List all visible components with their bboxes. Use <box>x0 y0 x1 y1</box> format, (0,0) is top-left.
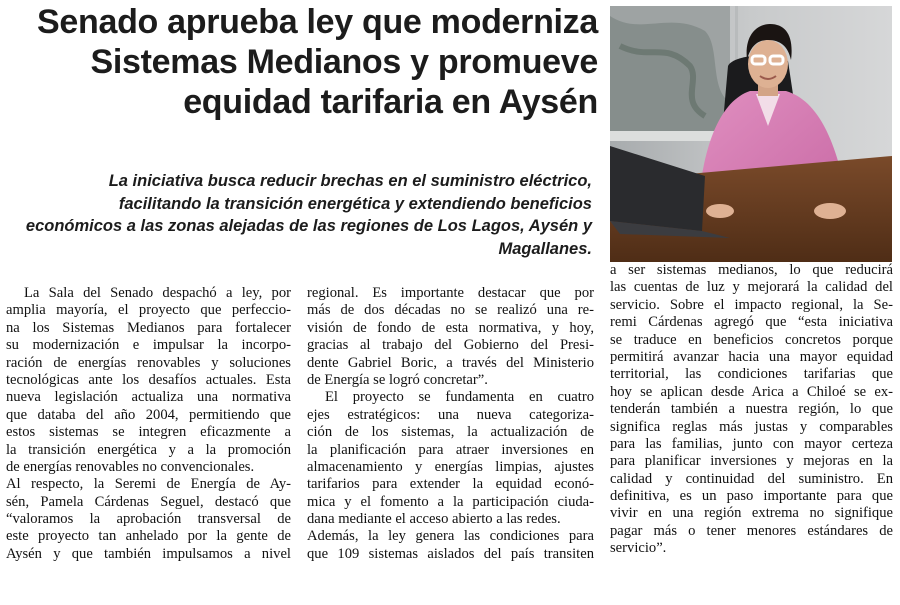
body-line: vivir en una región extrema no signifique <box>610 505 893 522</box>
body-line: se traduce en beneficios concretos porque <box>610 331 893 348</box>
body-line: ción de los sistemas, la actualización de <box>307 424 594 441</box>
article-headline <box>8 2 598 122</box>
subtitle-line: económicos a las zonas alejadas de las regiones de Los Lagos, Aysén y <box>25 217 592 235</box>
body-line: para las familias, junto con mayor certeza <box>610 435 893 452</box>
body-line: territorial, las condiciones tarifarias que <box>610 366 893 383</box>
subtitle-line: Magallanes. <box>498 239 592 258</box>
body-line: ración de energías renovables y soluciones <box>6 354 291 371</box>
body-line: visión de fondo de esta normativa, y hoy, <box>307 319 594 336</box>
seremi-photo <box>610 6 892 262</box>
body-line: tarifarios para extender la equidad econó- <box>307 476 594 493</box>
body-line: que databa del año 2004, permitiendo que <box>6 406 291 423</box>
body-line: Aysén y que también impulsamos a nivel <box>6 545 291 562</box>
article-column-3 <box>610 262 893 558</box>
body-line: regional. Es importante destacar que por <box>307 285 594 301</box>
body-line: que 109 sistemas aislados del país transiten <box>307 545 594 562</box>
body-line: La Sala del Senado despachó a ley, por <box>24 285 291 301</box>
subtitle-line: La iniciativa busca reducir brechas en el suministro eléctrico, <box>108 172 592 190</box>
article-column-2 <box>307 285 594 563</box>
body-line: tecnológicas ante los desafíos actuales. Esta <box>6 371 291 388</box>
body-line: ejes estratégicos: una nueva categoriza- <box>307 406 594 423</box>
body-line: su modernización e impulsar la incorpo- <box>6 337 291 354</box>
body-line: sén, Pamela Cárdenas Seguel, destacó que <box>6 493 291 510</box>
article-column-1 <box>6 285 291 563</box>
headline-line: equidad tarifaria en Aysén <box>183 83 598 121</box>
body-line: a ser sistemas medianos, lo que reducirá <box>610 262 893 278</box>
body-line: dente Gabriel Boric, a través del Ministerio <box>307 354 594 371</box>
body-line: mica y el fomento a la participación ciuda- <box>307 493 594 510</box>
photo-illustration <box>610 6 892 262</box>
body-line: almacenamiento y energías limpias, ajustes <box>307 458 594 475</box>
body-line: El proyecto se fundamenta en cuatro <box>325 389 594 406</box>
body-line: Además, la ley genera las condiciones para <box>307 528 594 545</box>
article-subtitle <box>10 170 592 260</box>
body-line: de energías renovables no convencionales. <box>6 458 255 475</box>
body-line: la transición energética y a la promoción <box>6 441 291 458</box>
body-line: significa reglas más justas y comparables <box>610 418 893 435</box>
body-line: dana mediante el acceso abierto a las redes. <box>307 511 561 528</box>
body-line: “valoramos la aprobación transversal de <box>6 511 291 528</box>
body-line: calidad y continuidad del suministro. En <box>610 470 893 487</box>
body-line: amplia mayoría, el proyecto que perfeccio- <box>6 302 291 319</box>
body-line: nueva legislación actualiza una normativa <box>6 389 291 406</box>
headline-line: Senado aprueba ley que moderniza <box>37 3 598 41</box>
body-line: Al respecto, la Seremi de Energía de Ay- <box>6 476 291 493</box>
body-line: la planificación para atraer inversiones en <box>307 441 594 458</box>
body-line: servicio”. <box>610 540 667 557</box>
subtitle-line: facilitando la transición energética y extendiendo beneficios <box>118 194 592 213</box>
body-line: hoy se aplican desde Arica a Chiloé se ex- <box>610 383 893 400</box>
body-line: de Energía se logró concretar”. <box>307 371 488 388</box>
body-line: para planificar inversiones y mejoras en la <box>610 453 893 470</box>
body-line: permitirá avanzar hacia una mayor equidad <box>610 348 893 365</box>
body-line: na los Sistemas Medianos para fortalecer <box>6 319 291 336</box>
body-line: más de dos décadas no se realizó una re- <box>307 302 594 319</box>
body-line: estos sistemas se integren eficazmente a <box>6 424 291 441</box>
body-line: remi Cárdenas agregó que “esta iniciativa <box>610 314 893 331</box>
body-line: este proyecto tan anhelado por la gente de <box>6 528 291 545</box>
body-line: pagar más o tener menores estándares de <box>610 522 893 539</box>
body-line: servicio. Sobre el impacto regional, la Se- <box>610 296 893 313</box>
body-line: las cuentas de luz y mejorará la calidad del <box>610 279 893 296</box>
body-line: definitiva, es un paso importante para que <box>610 488 893 505</box>
headline-line: Sistemas Medianos y promueve <box>90 43 598 81</box>
body-line: tenderán también a nuestra región, lo que <box>610 401 893 418</box>
body-line: gracias al trabajo del Gobierno del Presi- <box>307 337 594 354</box>
